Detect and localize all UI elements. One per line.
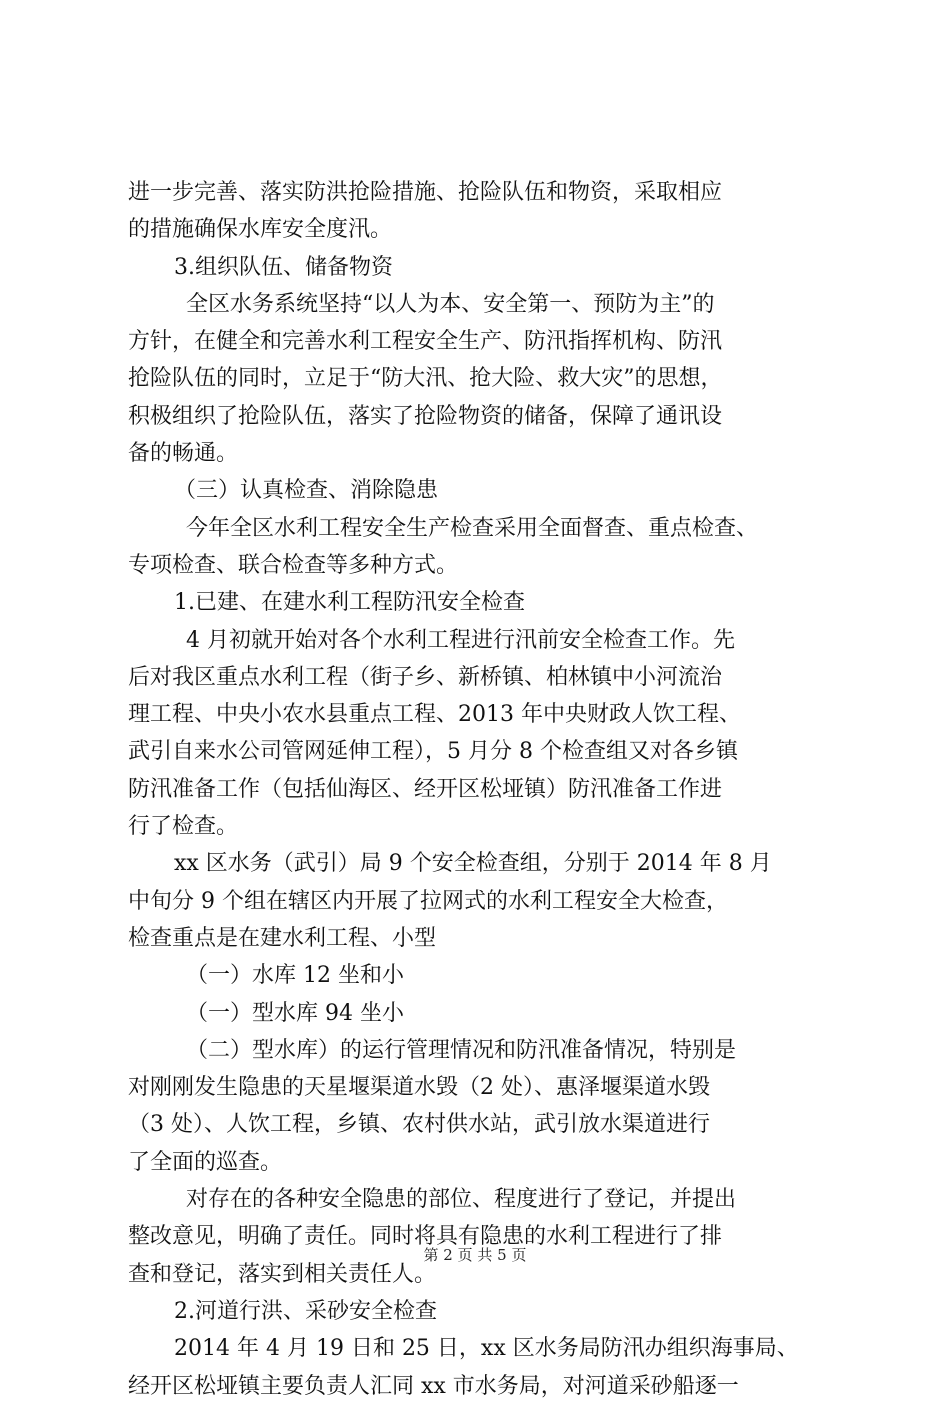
text-line: 方针，在健全和完善水利工程安全生产、防汛指挥机构、防汛 bbox=[128, 329, 723, 355]
paragraph-start: 对存在的各种安全隐患的部位、程度进行了登记，并提出 bbox=[186, 1187, 737, 1213]
text-line: 武引自来水公司管网延伸工程），5 月分 8 个检查组又对各乡镇 bbox=[128, 739, 738, 765]
text-line: 备的畅通。 bbox=[128, 441, 239, 467]
text-line: 经开区松垭镇主要负责人汇同 xx 市水务局，对河道采砂船逐一 bbox=[128, 1373, 739, 1399]
text-line: 抢险队伍的同时，立足于“防大汛、抢大险、救大灾”的思想， bbox=[128, 366, 723, 392]
section-heading: （三）认真检查、消除隐患 bbox=[174, 478, 439, 504]
text-line: 对刚刚发生隐患的天星堰渠道水毁（2 处）、惠泽堰渠道水毁 bbox=[128, 1075, 710, 1101]
page-footer: 第 2 页 共 5 页 bbox=[423, 1246, 527, 1264]
text-line: 检查重点是在建水利工程、小型 bbox=[128, 925, 437, 951]
section-heading: 1.已建、在建水利工程防汛安全检查 bbox=[174, 590, 525, 616]
text-line: 查和登记，落实到相关责任人。 bbox=[128, 1261, 437, 1287]
paragraph-start: （一）型水库 94 坐小 bbox=[186, 1000, 404, 1026]
text-line: 理工程、中央小农水县重点工程、2013 年中央财政人饮工程、 bbox=[128, 702, 741, 728]
text-line: 专项检查、联合检查等多种方式。 bbox=[128, 552, 459, 578]
text-line: 的措施确保水库安全度汛。 bbox=[128, 217, 393, 243]
text-line: （3 处）、人饮工程，乡镇、农村供水站，武引放水渠道进行 bbox=[128, 1112, 710, 1138]
paragraph-start: （一）水库 12 坐和小 bbox=[186, 963, 404, 989]
paragraph-start: （二）型水库）的运行管理情况和防汛准备情况，特别是 bbox=[186, 1037, 737, 1063]
text-line: 积极组织了抢险队伍，落实了抢险物资的储备，保障了通讯设 bbox=[128, 403, 723, 429]
text-line: 防汛准备工作（包括仙海区、经开区松垭镇）防汛准备工作进 bbox=[128, 776, 723, 802]
paragraph-start: xx 区水务（武引）局 9 个安全检查组，分别于 2014 年 8 月 bbox=[174, 851, 772, 877]
text-line: 后对我区重点水利工程（街子乡、新桥镇、柏林镇中小河流治 bbox=[128, 664, 723, 690]
document-body bbox=[128, 174, 833, 1405]
paragraph-start: 今年全区水利工程安全生产检查采用全面督查、重点检查、 bbox=[186, 515, 759, 541]
text-line: 了全面的巡查。 bbox=[128, 1149, 283, 1175]
text-line: 进一步完善、落实防洪抢险措施、抢险队伍和物资，采取相应 bbox=[128, 180, 723, 205]
text-line: 行了检查。 bbox=[128, 814, 239, 840]
paragraph-start: 全区水务系统坚持“以人为本、安全第一、预防为主”的 bbox=[186, 291, 715, 317]
text-line: 整改意见，明确了责任。同时将具有隐患的水利工程进行了排 bbox=[128, 1224, 723, 1250]
text-line: 中旬分 9 个组在辖区内开展了拉网式的水利工程安全大检查， bbox=[128, 888, 728, 914]
section-heading: 2.河道行洪、采砂安全检查 bbox=[174, 1298, 437, 1324]
paragraph-start: 4 月初就开始对各个水利工程进行汛前安全检查工作。先 bbox=[186, 627, 735, 653]
section-heading: 3.组织队伍、储备物资 bbox=[174, 254, 393, 280]
paragraph-start: 2014 年 4 月 19 日和 25 日，xx 区水务局防汛办组织海事局、 bbox=[174, 1336, 799, 1362]
